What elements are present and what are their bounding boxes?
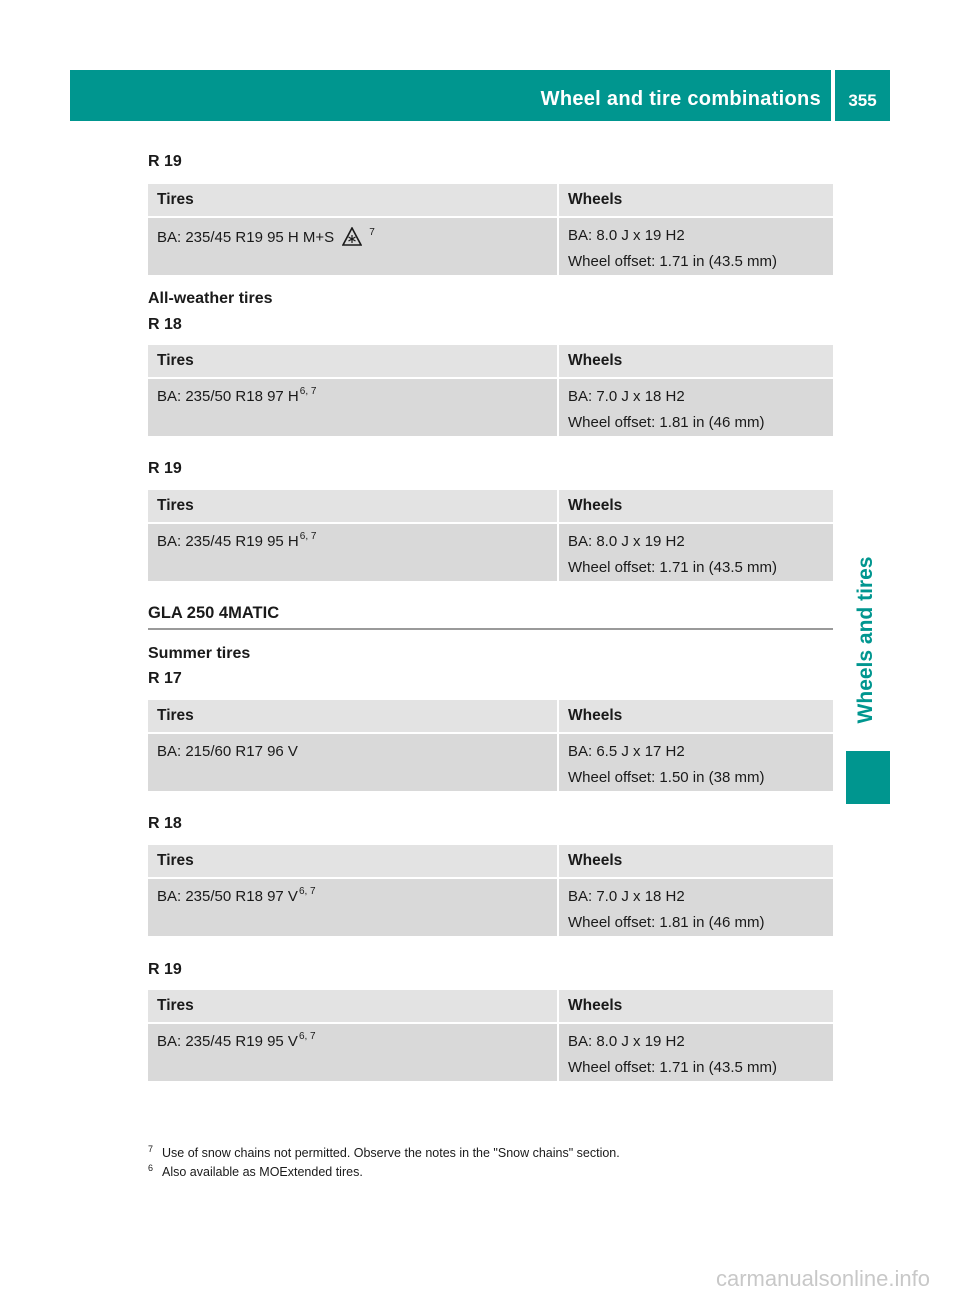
category-label-allweather: All-weather tires [148, 290, 273, 307]
size-label-r17: R 17 [148, 670, 182, 687]
footnote-ref: 6, 7 [298, 886, 316, 897]
column-header-wheels: Wheels [558, 490, 833, 523]
table-row [148, 217, 833, 275]
tire-spec: BA: 235/45 R19 95 H [157, 533, 299, 550]
wheel-offset: Wheel offset: 1.50 in (38 mm) [568, 769, 765, 786]
chapter-label: Wheels and tires [854, 556, 877, 724]
size-label-r18: R 18 [148, 815, 182, 832]
page-number: 355 [848, 91, 877, 110]
size-label-r19: R 19 [148, 153, 182, 170]
footnote-text: Also available as MOExtended tires. [162, 1165, 363, 1179]
table-row [148, 523, 833, 581]
column-header-tires: Tires [148, 184, 558, 217]
wheel-spec: BA: 7.0 J x 18 H2 [568, 388, 685, 405]
table-row [148, 1023, 833, 1081]
section-title: GLA 250 4MATIC [148, 604, 280, 622]
footnote-ref: 7 [369, 227, 375, 238]
wheel-cell [558, 1023, 833, 1081]
column-header-wheels: Wheels [558, 700, 833, 733]
size-label-r18: R 18 [148, 316, 182, 333]
wheel-offset: Wheel offset: 1.71 in (43.5 mm) [568, 559, 777, 576]
page-title: Wheel and tire combinations [540, 88, 821, 110]
tire-table-2 [148, 345, 833, 436]
footnote-ref: 6, 7 [299, 531, 317, 542]
wheel-cell [558, 878, 833, 936]
column-header-wheels: Wheels [558, 345, 833, 378]
footnote: $^6$ Also available as MOExtended tires. [148, 1163, 363, 1179]
tire-spec: BA: 235/45 R19 95 V [157, 1033, 298, 1050]
column-header-tires: Tires [148, 990, 558, 1023]
tire-cell [148, 1023, 558, 1081]
tire-cell [148, 523, 558, 581]
page-number-box [835, 70, 890, 121]
tire-cell [148, 217, 558, 275]
wheel-offset: Wheel offset: 1.71 in (43.5 mm) [568, 253, 777, 270]
size-label-r19: R 19 [148, 961, 182, 978]
wheel-spec: BA: 6.5 J x 17 H2 [568, 743, 685, 760]
tire-spec: BA: 235/45 R19 95 H M+S [157, 229, 335, 246]
footnote: $^7$ Use of snow chains not permitted. Observe the notes in the "Snow chains" section. [148, 1144, 620, 1160]
section-divider [148, 628, 833, 630]
tire-cell [148, 878, 558, 936]
wheel-offset: Wheel offset: 1.81 in (46 mm) [568, 414, 765, 431]
tire-table-3 [148, 490, 833, 581]
column-header-wheels: Wheels [558, 990, 833, 1023]
column-header-wheels: Wheels [558, 845, 833, 878]
wheel-cell [558, 523, 833, 581]
chapter-marker [846, 751, 890, 804]
tire-cell [148, 733, 558, 791]
tire-table-5 [148, 845, 833, 936]
size-label-r19: R 19 [148, 460, 182, 477]
column-header-tires: Tires [148, 345, 558, 378]
footnote-ref: 6, 7 [298, 1031, 316, 1042]
wheel-spec: BA: 8.0 J x 19 H2 [568, 533, 685, 550]
tire-cell [148, 378, 558, 436]
table-row [148, 878, 833, 936]
mountain-snowflake-icon [342, 227, 362, 251]
wheel-cell [558, 733, 833, 791]
category-label-summer: Summer tires [148, 645, 251, 662]
wheel-offset: Wheel offset: 1.71 in (43.5 mm) [568, 1059, 777, 1076]
wheel-offset: Wheel offset: 1.81 in (46 mm) [568, 914, 765, 931]
tire-table-4 [148, 700, 833, 791]
table-row [148, 378, 833, 436]
wheel-cell [558, 217, 833, 275]
column-header-tires: Tires [148, 490, 558, 523]
watermark: carmanualsonline.info [715, 1266, 930, 1291]
tire-spec: BA: 235/50 R18 97 V [157, 888, 298, 905]
wheel-spec: BA: 8.0 J x 19 H2 [568, 1033, 685, 1050]
column-header-tires: Tires [148, 845, 558, 878]
wheel-spec: BA: 7.0 J x 18 H2 [568, 888, 685, 905]
tire-table-6 [148, 990, 833, 1081]
footnote-text: Use of snow chains not permitted. Observe the notes in the "Snow chains" section. [162, 1146, 620, 1160]
column-header-wheels: Wheels [558, 184, 833, 217]
chapter-side-tab [846, 540, 886, 740]
wheel-cell [558, 378, 833, 436]
tire-spec: BA: 235/50 R18 97 H [157, 388, 299, 405]
footnotes [148, 1146, 620, 1184]
tire-spec: BA: 215/60 R17 96 V [157, 743, 298, 760]
header-bar [70, 70, 831, 121]
table-row [148, 733, 833, 791]
tire-table-1 [148, 184, 833, 275]
wheel-spec: BA: 8.0 J x 19 H2 [568, 227, 685, 244]
column-header-tires: Tires [148, 700, 558, 733]
footnote-ref: 6, 7 [299, 386, 317, 397]
